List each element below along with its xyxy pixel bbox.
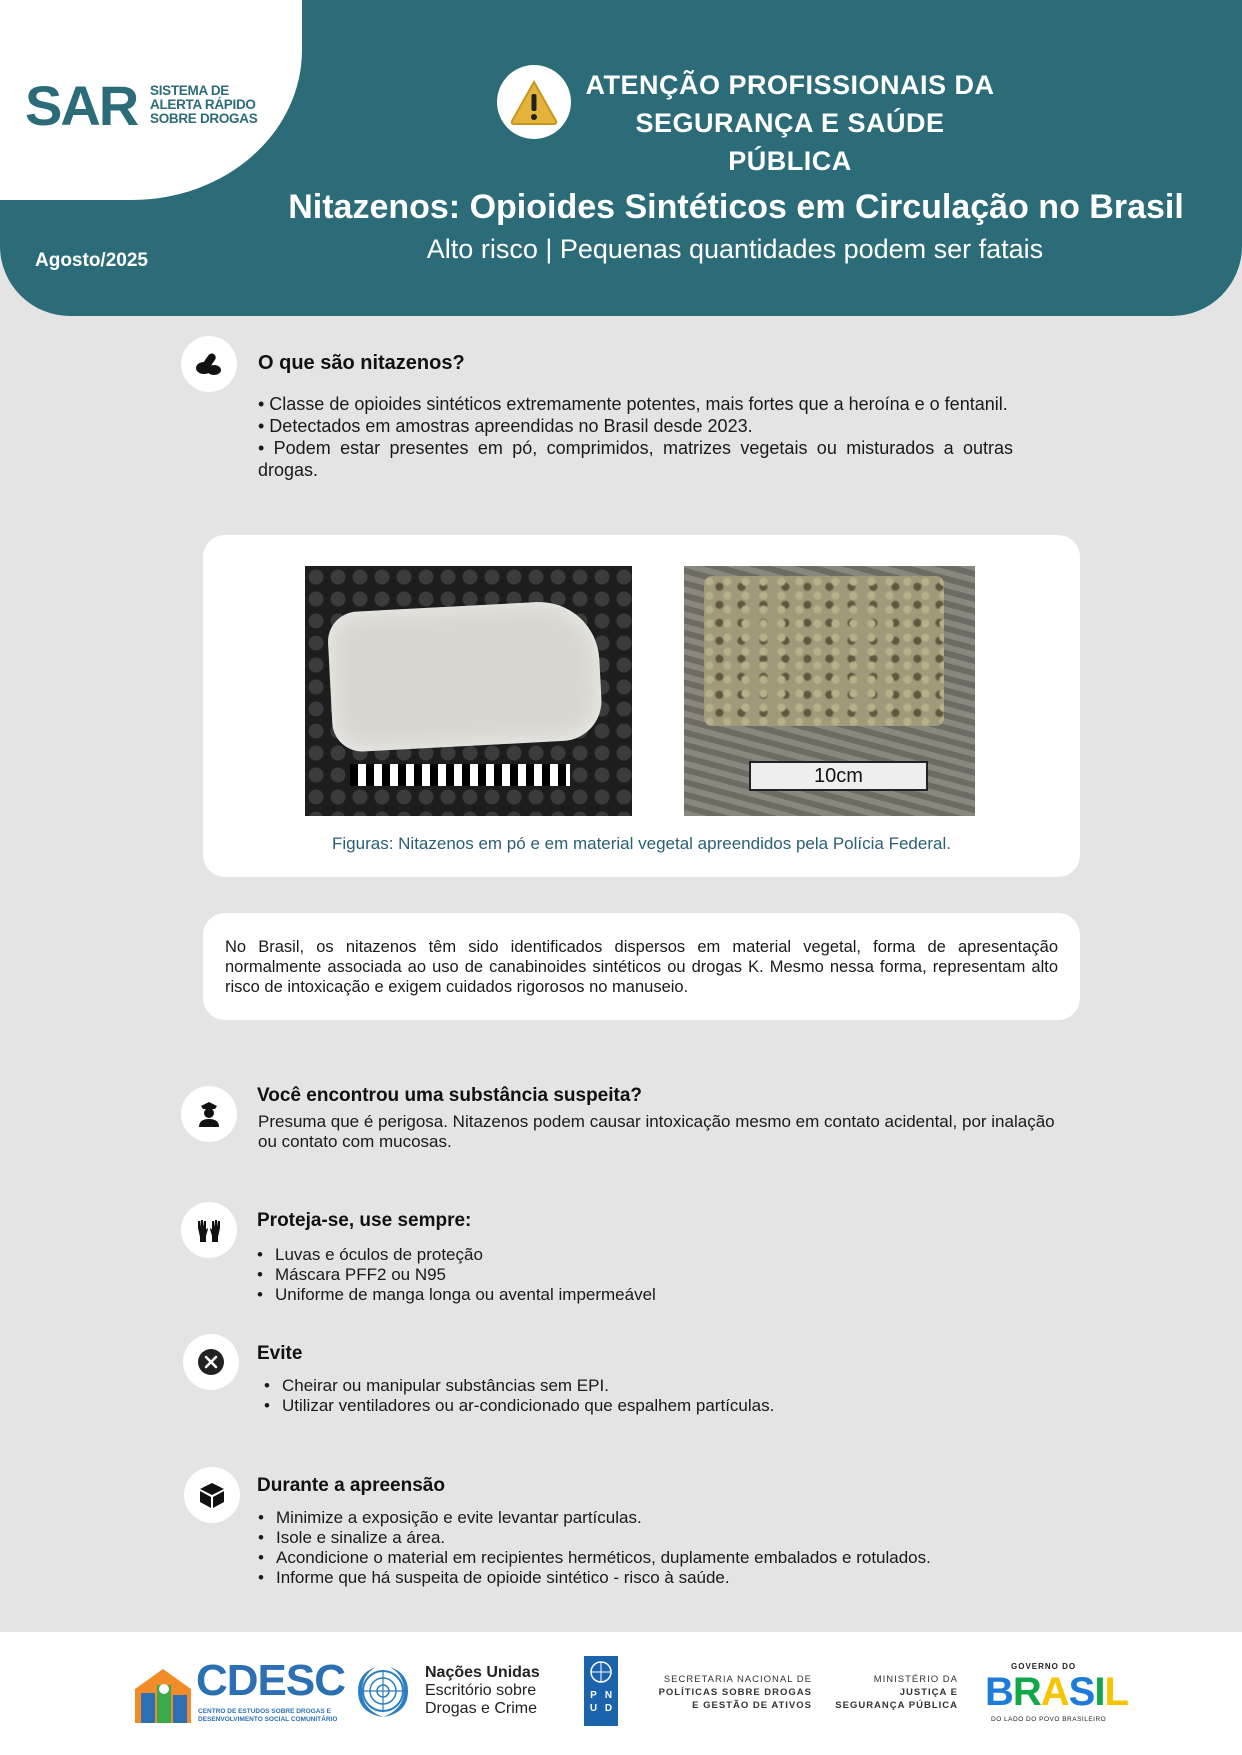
attention-line: SEGURANÇA E SAÚDE PÚBLICA bbox=[635, 108, 945, 176]
protect-list bbox=[257, 1245, 656, 1305]
list-item: • Utilizar ventiladores ou ar-condicionado que espalhem partículas. bbox=[264, 1396, 774, 1416]
mjsp-line: SEGURANÇA PÚBLICA bbox=[835, 1700, 958, 1711]
undp-letter: D bbox=[604, 1703, 613, 1714]
powder-bag bbox=[327, 599, 604, 753]
undp-letter: N bbox=[604, 1690, 613, 1701]
avoid-list bbox=[264, 1376, 774, 1416]
unodc-line: Nações Unidas bbox=[425, 1664, 540, 1681]
powder-photo bbox=[305, 566, 632, 816]
suspect-text: Presuma que é perigosa. Nitazenos podem causar intoxicação mesmo em contato acidental, por inalação ou contato com mucosas. bbox=[258, 1112, 1055, 1151]
un-emblem-icon bbox=[350, 1661, 416, 1726]
list-item: • Isole e sinalize a área. bbox=[258, 1528, 931, 1548]
list-item: • Uniforme de manga longa ou avental impermeável bbox=[257, 1285, 656, 1305]
list-item: • Cheirar ou manipular substâncias sem EPI. bbox=[264, 1376, 774, 1396]
senad-line: E GESTÃO DE ATIVOS bbox=[692, 1700, 812, 1711]
sar-logo-subtitle bbox=[150, 84, 257, 126]
seizure-list bbox=[258, 1508, 931, 1588]
cdesc-logo-icon bbox=[133, 1667, 193, 1728]
cdesc-subtitle bbox=[198, 1708, 337, 1724]
senad-text bbox=[648, 1673, 812, 1712]
unodc-line: Escritório sobre bbox=[425, 1682, 537, 1699]
gov-top-text: GOVERNO DO bbox=[1011, 1662, 1077, 1671]
logo-line: SOBRE DROGAS bbox=[150, 111, 258, 126]
brasil-letter: R bbox=[1012, 1670, 1041, 1714]
logo-line: SISTEMA DE bbox=[150, 83, 230, 98]
bullet-text: • Detectados em amostras apreendidas no Brasil desde 2023. bbox=[258, 416, 753, 436]
mjsp-text bbox=[826, 1673, 958, 1712]
cdesc-sub-line: DESENVOLVIMENTO SOCIAL COMUNITÁRIO bbox=[198, 1716, 338, 1723]
section-title: Durante a apreensão bbox=[257, 1475, 445, 1496]
vegetal-material-photo bbox=[684, 566, 975, 816]
mjsp-line: MINISTÉRIO DA bbox=[873, 1674, 958, 1685]
police-officer-icon bbox=[181, 1086, 237, 1142]
gov-bottom-text: DO LADO DO POVO BRASILEIRO bbox=[991, 1716, 1107, 1723]
sar-logo: SAR bbox=[25, 74, 138, 137]
unodc-line: Drogas e Crime bbox=[425, 1700, 538, 1717]
section-title: Proteja-se, use sempre: bbox=[257, 1210, 472, 1231]
list-item: • Acondicione o material em recipientes herméticos, duplamente embalados e rotulados. bbox=[258, 1548, 931, 1568]
section-title: Você encontrou uma substância suspeita? bbox=[257, 1085, 643, 1106]
undp-letters bbox=[586, 1690, 616, 1714]
list-item: • Informe que há suspeita de opioide sintético - risco à saúde. bbox=[258, 1568, 931, 1588]
what-bullets bbox=[258, 393, 1013, 481]
x-circle-icon bbox=[183, 1334, 239, 1390]
logo-line: ALERTA RÁPIDO bbox=[150, 97, 256, 112]
unodc-text bbox=[425, 1664, 540, 1718]
warning-icon bbox=[497, 65, 571, 139]
attention-heading bbox=[580, 66, 1000, 180]
bullet-text: • Podem estar presentes em pó, comprimidos, matrizes vegetais ou misturados a outras drogas. bbox=[258, 438, 1013, 480]
issue-date: Agosto/2025 bbox=[35, 250, 148, 271]
gloves-icon bbox=[181, 1202, 237, 1258]
section-title: O que são nitazenos? bbox=[258, 352, 465, 374]
undp-letter: P bbox=[590, 1690, 597, 1701]
scale-ruler bbox=[350, 764, 570, 786]
section-title: Evite bbox=[257, 1343, 303, 1364]
figure-caption: Figuras: Nitazenos em pó e em material vegetal apreendidos pela Polícia Federal. bbox=[332, 834, 951, 853]
pills-icon bbox=[181, 336, 237, 392]
cdesc-sub-line: CENTRO DE ESTUDOS SOBRE DROGAS E bbox=[198, 1708, 331, 1715]
gov-brasil-logo bbox=[985, 1670, 1128, 1714]
attention-line: ATENÇÃO PROFISSIONAIS DA bbox=[585, 70, 995, 100]
vegetal-bag bbox=[704, 576, 944, 726]
cdesc-logo: CDESC bbox=[196, 1656, 346, 1705]
brasil-letter: L bbox=[1104, 1670, 1128, 1714]
list-item: • Máscara PFF2 ou N95 bbox=[257, 1265, 656, 1285]
brasil-letter: B bbox=[985, 1670, 1013, 1714]
page-subtitle: Alto risco | Pequenas quantidades podem ser fatais bbox=[426, 234, 1044, 264]
box-icon bbox=[184, 1467, 240, 1523]
senad-line: POLÍTICAS SOBRE DROGAS bbox=[658, 1687, 812, 1698]
list-item: • Luvas e óculos de proteção bbox=[257, 1245, 656, 1265]
brasil-letter: S bbox=[1068, 1670, 1095, 1714]
brasil-letter: A bbox=[1040, 1670, 1069, 1714]
page-title: Nitazenos: Opioides Sintéticos em Circulação no Brasil bbox=[288, 188, 1184, 226]
brasil-letter: I bbox=[1094, 1670, 1105, 1714]
bullet-text: • Classe de opioides sintéticos extremamente potentes, mais fortes que a heroína e o fentanil. bbox=[258, 394, 1008, 414]
scale-label: 10cm bbox=[749, 761, 928, 791]
undp-letter: U bbox=[589, 1703, 598, 1714]
note-text: No Brasil, os nitazenos têm sido identificados dispersos em material vegetal, forma de apresentação normalmente associada ao uso de canabinoides sintéticos ou drogas K. Mesmo nessa forma, representam alto risco de intoxicação e exigem cuidados rigorosos no manuseio. bbox=[225, 938, 1058, 996]
mjsp-line: JUSTIÇA E bbox=[899, 1687, 958, 1698]
list-item: • Minimize a exposição e evite levantar partículas. bbox=[258, 1508, 931, 1528]
senad-line: SECRETARIA NACIONAL DE bbox=[663, 1674, 812, 1685]
